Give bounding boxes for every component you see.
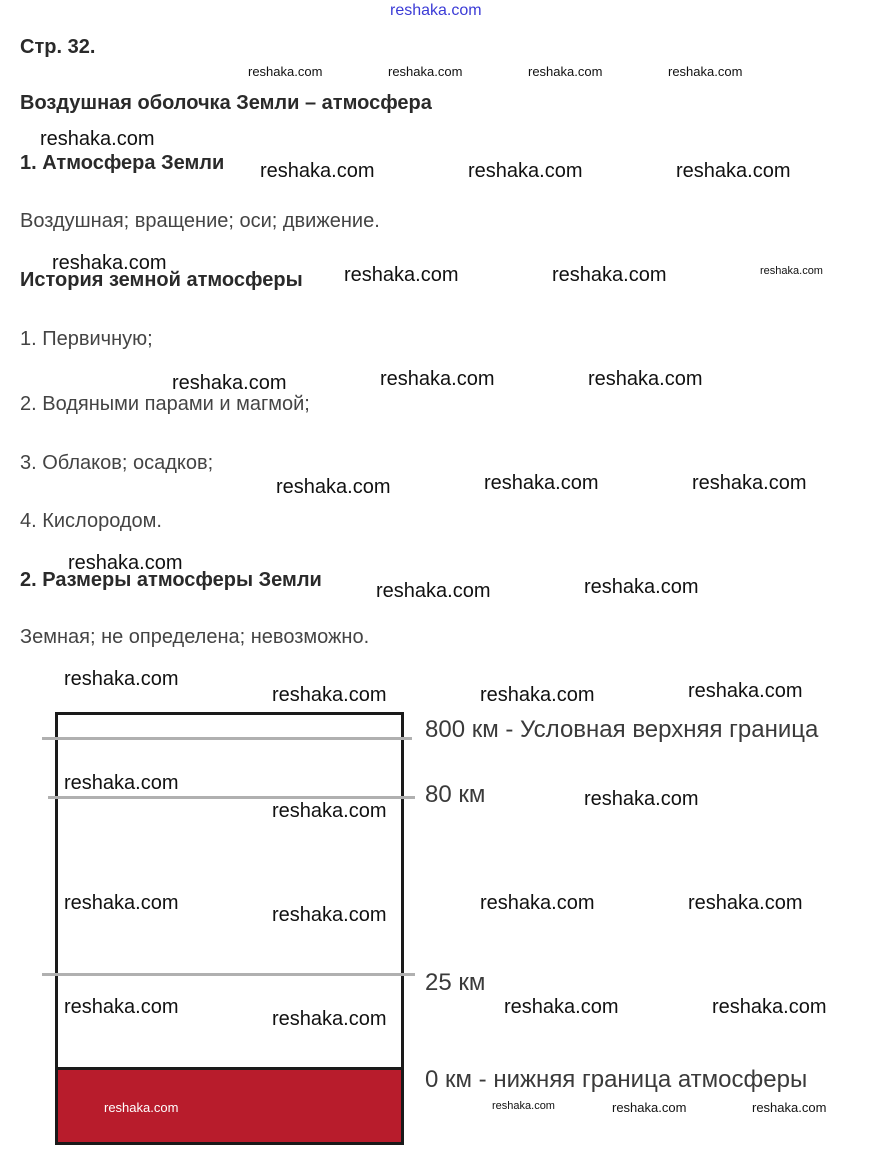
watermark: reshaka.com — [248, 64, 323, 79]
watermark: reshaka.com — [504, 996, 619, 1018]
watermark: reshaka.com — [64, 668, 179, 690]
level-label-25: 25 км — [425, 969, 486, 996]
history-item-3: 3. Облаков; осадков; — [20, 452, 214, 474]
watermark: reshaka.com — [388, 64, 463, 79]
watermark: reshaka.com — [344, 264, 459, 286]
watermark: reshaka.com — [52, 252, 167, 274]
watermark: reshaka.com — [492, 1100, 555, 1112]
watermark: reshaka.com — [172, 372, 287, 394]
watermark: reshaka.com — [760, 265, 823, 277]
level-label-0: 0 км - нижняя граница атмосферы — [425, 1066, 808, 1093]
watermark: reshaka.com — [260, 160, 375, 182]
watermark: reshaka.com — [40, 128, 155, 150]
top-watermark: reshaka.com — [390, 2, 482, 19]
watermark: reshaka.com — [468, 160, 583, 182]
watermark: reshaka.com — [64, 892, 179, 914]
watermark: reshaka.com — [380, 368, 495, 390]
level-label-80: 80 км — [425, 781, 486, 808]
watermark: reshaka.com — [588, 368, 703, 390]
section-1-heading: 1. Атмосфера Земли — [20, 152, 225, 174]
watermark: reshaka.com — [104, 1100, 179, 1115]
history-item-4: 4. Кислородом. — [20, 510, 162, 532]
history-item-1: 1. Первичную; — [20, 328, 153, 350]
level-line-800 — [42, 737, 412, 740]
level-line-80 — [48, 796, 415, 799]
watermark: reshaka.com — [272, 904, 387, 926]
history-item-2: 2. Водяными парами и магмой; — [20, 393, 310, 415]
watermark: reshaka.com — [668, 64, 743, 79]
watermark: reshaka.com — [68, 552, 183, 574]
watermark: reshaka.com — [584, 788, 699, 810]
page-reference: Стр. 32. — [20, 36, 96, 58]
level-line-25 — [42, 973, 415, 976]
watermark: reshaka.com — [376, 580, 491, 602]
watermark: reshaka.com — [688, 680, 803, 702]
watermark: reshaka.com — [692, 472, 807, 494]
watermark: reshaka.com — [272, 684, 387, 706]
watermark: reshaka.com — [276, 476, 391, 498]
watermark: reshaka.com — [612, 1100, 687, 1115]
watermark: reshaka.com — [484, 472, 599, 494]
watermark: reshaka.com — [480, 892, 595, 914]
watermark: reshaka.com — [272, 1008, 387, 1030]
watermark: reshaka.com — [272, 800, 387, 822]
section-1-answer: Воздушная; вращение; оси; движение. — [20, 210, 380, 232]
watermark: reshaka.com — [528, 64, 603, 79]
level-label-800: 800 км - Условная верхняя граница — [425, 716, 819, 743]
section-2-heading: 2. Размеры атмосферы Земли — [20, 569, 322, 591]
watermark: reshaka.com — [584, 576, 699, 598]
watermark: reshaka.com — [752, 1100, 827, 1115]
watermark: reshaka.com — [676, 160, 791, 182]
watermark: reshaka.com — [64, 772, 179, 794]
page-title: Воздушная оболочка Земли – атмосфера — [20, 92, 432, 114]
section-2-answer: Земная; не определена; невозможно. — [20, 626, 370, 648]
watermark: reshaka.com — [480, 684, 595, 706]
watermark: reshaka.com — [552, 264, 667, 286]
watermark: reshaka.com — [64, 996, 179, 1018]
watermark: reshaka.com — [688, 892, 803, 914]
history-heading: История земной атмосферы — [20, 269, 303, 291]
watermark: reshaka.com — [712, 996, 827, 1018]
